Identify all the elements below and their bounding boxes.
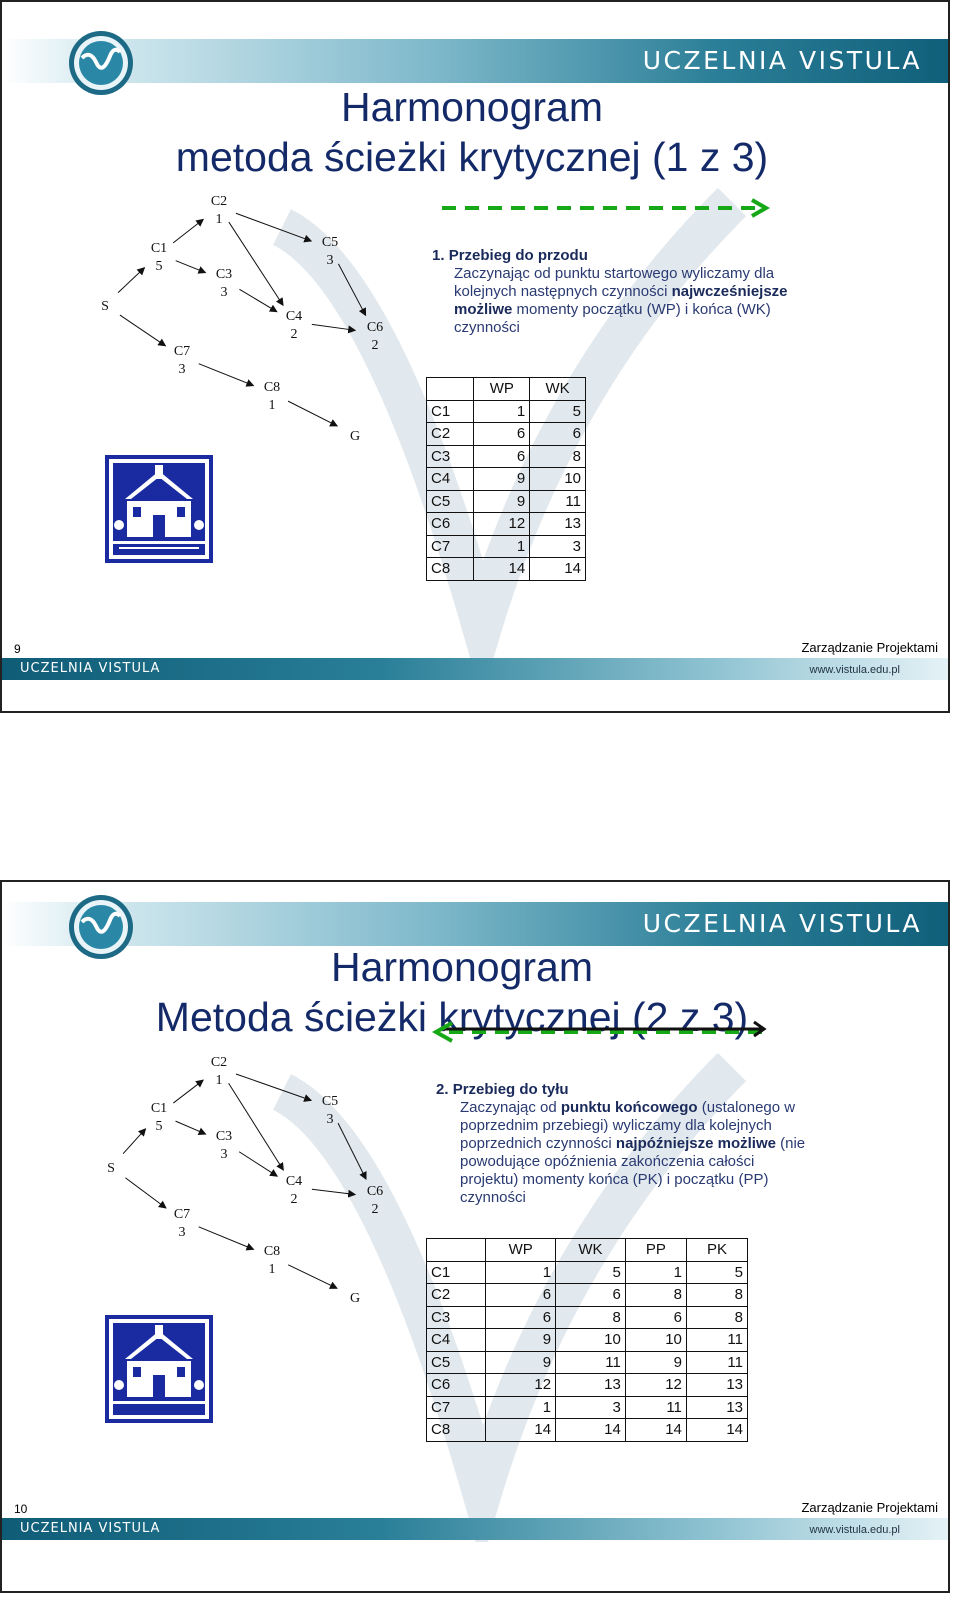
step-text-b: (ustalonego w poprzednim przebiegi) wyliczamy dla kolejnych poprzednich czynności [460, 1099, 796, 1152]
node-label: G [349, 1291, 361, 1306]
slide-title-line1: Harmonogram [330, 944, 594, 990]
step-text-a: Zaczynając od punktu startowego wyliczamy dla kolejnych następnych czynności [454, 265, 775, 300]
time-value-cell: 10 [625, 1329, 686, 1352]
header-university-name: UCZELNIA VISTULA [642, 46, 922, 75]
network-edge [125, 1178, 166, 1208]
backward-pass-description [436, 1081, 816, 1207]
table-row [427, 535, 586, 558]
table-header-cell [427, 1239, 486, 1262]
slide-number: 10 [14, 1502, 28, 1516]
house-icon [105, 455, 213, 563]
node-label: C1 [150, 1101, 168, 1116]
time-value-cell: 3 [556, 1396, 626, 1419]
time-value-cell: 12 [486, 1374, 556, 1397]
table-row [427, 1329, 748, 1352]
node-duration: 3 [326, 1112, 334, 1127]
activity-name-cell: C1 [427, 1261, 486, 1284]
time-value-cell: 6 [530, 423, 586, 446]
network-edge [236, 213, 311, 241]
network-edge [239, 1152, 277, 1176]
node-label: C3 [215, 1129, 233, 1144]
slide-title-line2: metoda ścieżki krytycznej (1 z 3) [175, 134, 769, 180]
step-number: 1. [432, 247, 445, 264]
network-edge [312, 324, 355, 330]
node-label: C6 [366, 320, 384, 335]
table-row [427, 400, 586, 423]
time-value-cell: 14 [625, 1419, 686, 1442]
footer-university-name: UCZELNIA VISTULA [20, 661, 161, 676]
node-label: C5 [321, 1094, 339, 1109]
table-header-row [427, 378, 586, 401]
node-duration: 3 [326, 253, 334, 268]
activity-name-cell: C2 [427, 423, 474, 446]
step-text-c: (nie powodujące opóźnienia zakończenia całości projektu) momenty końca (PK) i początku (PP) czynności [460, 1135, 806, 1206]
node-duration: 5 [155, 259, 163, 274]
time-value-cell: 1 [474, 400, 530, 423]
network-diagram [2, 2, 950, 713]
step-title: Przebieg do przodu [448, 247, 588, 264]
table-row [427, 1284, 748, 1307]
network-edge [123, 1129, 145, 1154]
activity-name-cell: C1 [427, 400, 474, 423]
time-value-cell: 8 [556, 1306, 626, 1329]
time-value-cell: 1 [474, 535, 530, 558]
table-row [427, 1396, 748, 1419]
time-value-cell: 6 [486, 1306, 556, 1329]
node-label: C6 [366, 1184, 384, 1199]
table-row [427, 1351, 748, 1374]
slide-number: 9 [14, 642, 21, 656]
time-value-cell: 14 [486, 1419, 556, 1442]
activity-name-cell: C6 [427, 1374, 486, 1397]
slide-title-line1: Harmonogram [340, 84, 604, 130]
time-value-cell: 9 [486, 1329, 556, 1352]
node-label: S [101, 299, 109, 314]
node-label: C8 [263, 1244, 281, 1259]
step-text-highlight: najwcześniejsze możliwe [454, 283, 788, 318]
node-label: C7 [173, 1207, 191, 1222]
network-edge [176, 1121, 206, 1134]
time-value-cell: 9 [625, 1351, 686, 1374]
time-value-cell: 3 [530, 535, 586, 558]
time-value-cell: 5 [530, 400, 586, 423]
network-edge [288, 1265, 337, 1289]
footer-url: www.vistula.edu.pl [809, 1524, 900, 1536]
node-duration: 3 [178, 1225, 186, 1240]
time-value-cell: 1 [486, 1396, 556, 1419]
activity-name-cell: C3 [427, 445, 474, 468]
table-row [427, 1261, 748, 1284]
time-value-cell: 13 [530, 513, 586, 536]
table-row [427, 513, 586, 536]
time-value-cell: 9 [474, 490, 530, 513]
table-row [427, 468, 586, 491]
time-value-cell: 1 [625, 1261, 686, 1284]
table-row [427, 423, 586, 446]
activity-name-cell: C3 [427, 1306, 486, 1329]
time-value-cell: 6 [474, 445, 530, 468]
table-header-cell: WP [486, 1239, 556, 1262]
network-edge [312, 1189, 355, 1194]
node-duration: 2 [290, 327, 298, 342]
table-row [427, 558, 586, 581]
activity-name-cell: C2 [427, 1284, 486, 1307]
network-edge [176, 261, 206, 273]
time-value-cell: 13 [686, 1374, 747, 1397]
network-edge [236, 1074, 311, 1100]
node-label: C1 [150, 241, 168, 256]
course-name: Zarządzanie Projektami [801, 1500, 938, 1515]
network-edge [229, 222, 283, 305]
time-value-cell: 10 [556, 1329, 626, 1352]
node-label: S [107, 1161, 115, 1176]
table-row [427, 490, 586, 513]
node-label: C8 [263, 380, 281, 395]
node-duration: 2 [371, 1202, 379, 1217]
slide-10 [0, 880, 950, 1593]
node-label: C2 [210, 1055, 228, 1070]
time-value-cell: 6 [625, 1306, 686, 1329]
table-header-cell: WK [556, 1239, 626, 1262]
table-header-row [427, 1239, 748, 1262]
network-edge [239, 289, 276, 311]
time-value-cell: 14 [530, 558, 586, 581]
node-duration: 1 [268, 1262, 276, 1277]
course-name: Zarządzanie Projektami [801, 640, 938, 655]
step-text-b: momenty początku (WP) i końca (WK) czynności [454, 301, 771, 336]
activity-name-cell: C7 [427, 535, 474, 558]
table-row [427, 1306, 748, 1329]
time-value-cell: 11 [556, 1351, 626, 1374]
step-title: Przebieg do tyłu [452, 1081, 569, 1098]
time-value-cell: 5 [556, 1261, 626, 1284]
network-edge [199, 1227, 254, 1250]
table-header-cell [427, 378, 474, 401]
node-duration: 2 [290, 1192, 298, 1207]
table-header-cell: PP [625, 1239, 686, 1262]
footer-university-name: UCZELNIA VISTULA [20, 1521, 161, 1536]
node-duration: 3 [220, 1147, 228, 1162]
time-value-cell: 14 [474, 558, 530, 581]
backward-pass-table [426, 1238, 748, 1442]
time-value-cell: 6 [474, 423, 530, 446]
node-label: C3 [215, 267, 233, 282]
network-edge [199, 364, 254, 386]
node-duration: 1 [268, 398, 276, 413]
forward-pass-description [432, 247, 812, 337]
activity-name-cell: C5 [427, 490, 474, 513]
node-duration: 5 [155, 1119, 163, 1134]
network-edge [173, 219, 203, 243]
time-value-cell: 14 [686, 1419, 747, 1442]
time-value-cell: 14 [556, 1419, 626, 1442]
time-value-cell: 11 [625, 1396, 686, 1419]
activity-name-cell: C4 [427, 1329, 486, 1352]
network-edge [118, 268, 144, 293]
time-value-cell: 11 [530, 490, 586, 513]
forward-pass-table [426, 377, 586, 581]
time-value-cell: 10 [530, 468, 586, 491]
activity-name-cell: C5 [427, 1351, 486, 1374]
node-label: C4 [285, 309, 303, 324]
node-duration: 2 [371, 338, 379, 353]
network-edge [120, 315, 166, 346]
time-value-cell: 6 [556, 1284, 626, 1307]
step-number: 2. [436, 1081, 449, 1098]
table-row [427, 445, 586, 468]
node-label: C4 [285, 1174, 303, 1189]
activity-name-cell: C6 [427, 513, 474, 536]
node-label: C7 [173, 344, 191, 359]
time-value-cell: 13 [556, 1374, 626, 1397]
time-value-cell: 1 [486, 1261, 556, 1284]
time-value-cell: 8 [686, 1306, 747, 1329]
step-text-highlight-1: punktu końcowego [560, 1099, 698, 1116]
node-duration: 3 [220, 285, 228, 300]
node-duration: 1 [215, 212, 223, 227]
table-header-cell: WP [474, 378, 530, 401]
time-value-cell: 12 [625, 1374, 686, 1397]
time-value-cell: 9 [486, 1351, 556, 1374]
time-value-cell: 12 [474, 513, 530, 536]
house-icon [105, 1315, 213, 1423]
node-label: C5 [321, 235, 339, 250]
network-edge [173, 1080, 203, 1103]
time-value-cell: 11 [686, 1329, 747, 1352]
header-university-name: UCZELNIA VISTULA [642, 909, 922, 938]
activity-name-cell: C4 [427, 468, 474, 491]
table-row [427, 1374, 748, 1397]
network-edge [338, 1123, 366, 1179]
activity-name-cell: C8 [427, 1419, 486, 1442]
network-edge [338, 264, 365, 315]
node-duration: 1 [215, 1073, 223, 1088]
step-text-highlight-2: najpóźniejsze możliwe [615, 1135, 776, 1152]
table-row [427, 1419, 748, 1442]
time-value-cell: 9 [474, 468, 530, 491]
time-value-cell: 5 [686, 1261, 747, 1284]
slide-title-line2: Metoda ścieżki krytycznej (2 z 3) [155, 994, 749, 1040]
network-edge [288, 401, 337, 426]
table-header-cell: WK [530, 378, 586, 401]
node-label: C2 [210, 194, 228, 209]
time-value-cell: 8 [625, 1284, 686, 1307]
node-label: G [349, 429, 361, 444]
slide-9 [0, 0, 950, 713]
activity-name-cell: C8 [427, 558, 474, 581]
footer-url: www.vistula.edu.pl [809, 664, 900, 676]
table-header-cell: PK [686, 1239, 747, 1262]
node-duration: 3 [178, 362, 186, 377]
time-value-cell: 11 [686, 1351, 747, 1374]
network-edge [229, 1083, 284, 1170]
time-value-cell: 13 [686, 1396, 747, 1419]
time-value-cell: 6 [486, 1284, 556, 1307]
activity-name-cell: C7 [427, 1396, 486, 1419]
time-value-cell: 8 [686, 1284, 747, 1307]
time-value-cell: 8 [530, 445, 586, 468]
step-text-a: Zaczynając od [460, 1099, 561, 1116]
